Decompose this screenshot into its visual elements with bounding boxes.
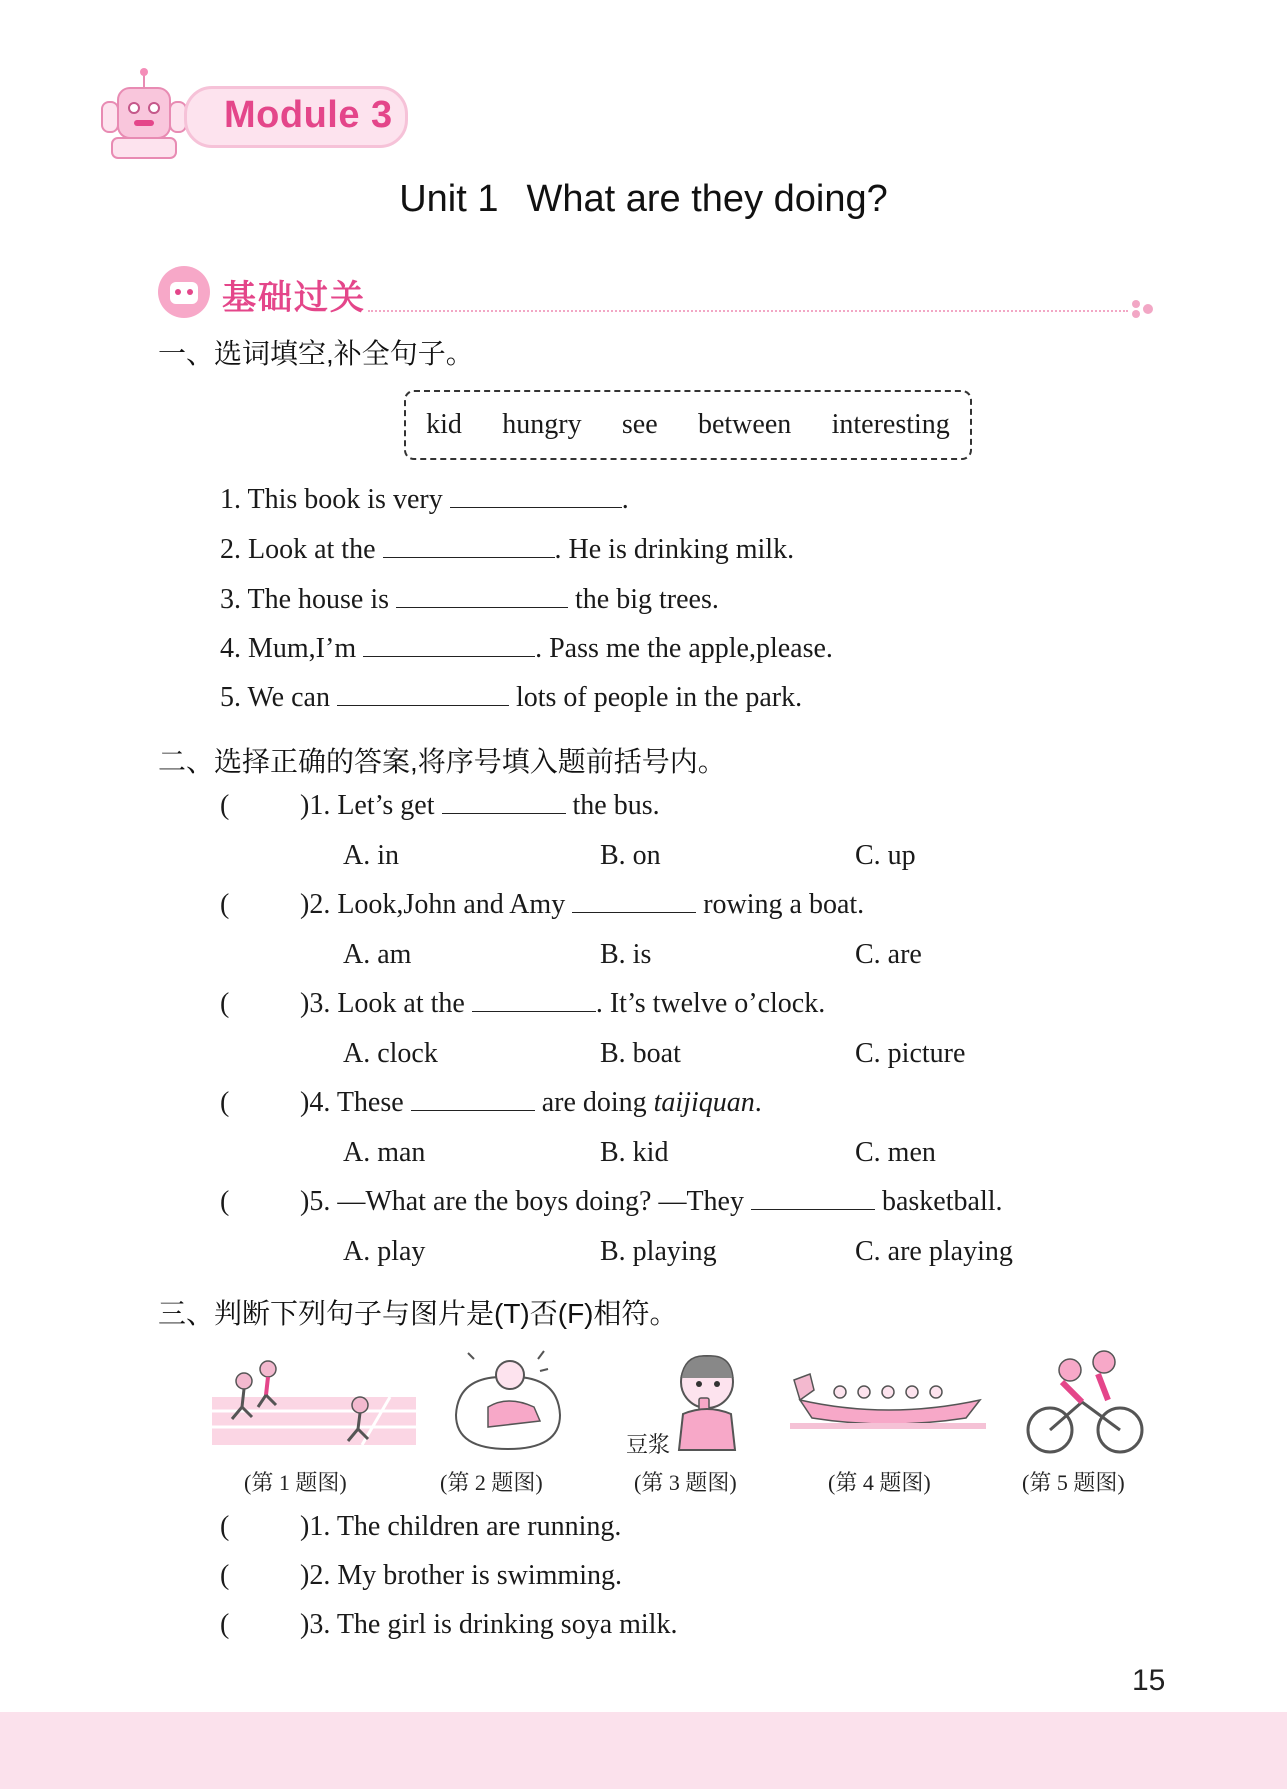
word-bank-item: between [697,409,792,440]
answer-bracket[interactable]: ( [220,790,230,821]
question-text: )2. Look,John and Amy [300,889,573,920]
question [300,889,864,921]
statement: )2. My brother is swimming. [300,1560,622,1591]
word-bank-item: see [621,409,658,440]
question-text: are doing [534,1087,654,1118]
statement: )3. The girl is drinking soya milk. [300,1609,678,1640]
answer-blank [411,1088,535,1111]
answer-blank [751,1187,875,1210]
answer-bracket[interactable]: ( [220,1560,230,1591]
module-label: Module 3 [224,94,393,136]
question-text: . It’s twelve o’clock. [595,988,826,1019]
option-b: B. boat [600,1038,681,1069]
fill-item-text: . [621,484,629,515]
question [300,1087,762,1119]
section-label: 基础过关 [222,279,366,317]
option-a: A. play [343,1236,426,1267]
word-bank [404,390,972,460]
unit-number: Unit 1 [399,178,499,220]
fill-item-text: 3. The house is [220,584,397,615]
question-text: )3. Look at the [300,988,472,1019]
answer-bracket[interactable]: ( [220,988,230,1019]
page-number: 15 [1132,1664,1166,1697]
question-text: the bus. [565,790,660,821]
section-header [158,262,1158,322]
fill-item-text: 5. We can [220,682,337,713]
answer-blank[interactable] [337,683,509,706]
picture-caption: (第 5 题图) [1022,1470,1125,1495]
answer-blank [442,791,566,814]
answer-blank[interactable] [383,535,555,558]
fill-item-text: 1. This book is very [220,484,450,515]
part1-heading: 一、选词填空,补全句子。 [158,338,474,369]
picture-caption: (第 3 题图) [634,1470,737,1495]
unit-title [0,178,1287,221]
option-c: C. picture [855,1038,966,1069]
option-c: C. up [855,840,916,871]
answer-bracket[interactable]: ( [220,1186,230,1217]
answer-bracket[interactable]: ( [220,889,230,920]
question [300,790,660,822]
answer-bracket[interactable]: ( [220,1609,230,1640]
answer-bracket[interactable]: ( [220,1087,230,1118]
word-bank-item: kid [426,409,462,440]
option-a: A. in [343,840,399,871]
option-a: A. man [343,1137,426,1168]
section-divider [368,310,1128,312]
question-text: . [754,1087,762,1118]
part2-heading: 二、选择正确的答案,将序号填入题前括号内。 [158,746,726,777]
answer-bracket[interactable]: ( [220,1511,230,1542]
option-b: B. is [600,939,652,970]
option-a: A. am [343,939,412,970]
word-bank-item: interesting [831,409,950,440]
fill-item [220,682,802,714]
part3-heading: 三、判断下列句子与图片是(T)否(F)相符。 [158,1298,678,1329]
fill-item-text: 4. Mum,I’m [220,633,364,664]
fill-item-text: 2. Look at the [220,534,383,565]
answer-blank [572,890,696,913]
robot-face-icon [158,266,210,318]
question-text: )4. These [300,1087,411,1118]
question-text: basketball. [874,1186,1003,1217]
soya-milk-label: 豆浆 [626,1432,671,1457]
cycling-picture [1020,1340,1156,1458]
question-text-italic: taijiquan [653,1087,755,1118]
question-text: )5. —What are the boys doing? —They [300,1186,751,1217]
picture-caption: (第 2 题图) [440,1470,543,1495]
option-b: B. kid [600,1137,669,1168]
option-c: C. men [855,1137,936,1168]
option-c: C. are playing [855,1236,1013,1267]
option-b: B. on [600,840,661,871]
picture-caption: (第 4 题图) [828,1470,931,1495]
fill-item [220,534,794,566]
module-badge [88,66,418,162]
picture-caption: (第 1 题图) [244,1470,347,1495]
question-text: )1. Let’s get [300,790,442,821]
question-text: rowing a boat. [696,889,865,920]
option-a: A. clock [343,1038,438,1069]
answer-blank[interactable] [396,585,568,608]
option-c: C. are [855,939,922,970]
sleeping-girl-picture [448,1345,568,1457]
fill-item-text: . Pass me the apple,please. [535,633,833,664]
question [300,988,825,1020]
answer-blank [472,989,596,1012]
fill-item-text: the big trees. [568,584,719,615]
running-children-picture [212,1355,416,1455]
fill-item [220,633,833,665]
answer-blank[interactable] [363,634,535,657]
question [300,1186,1003,1218]
footer-band [0,1712,1287,1789]
unit-subtitle: What are they doing? [526,178,888,220]
fill-item-text: . He is drinking milk. [554,534,795,565]
dots-decoration-icon [1130,298,1160,318]
fill-item [220,584,719,616]
fill-item [220,484,629,516]
girl-drinking-picture [665,1348,745,1452]
answer-blank[interactable] [450,485,622,508]
word-bank-item: hungry [502,409,582,440]
robot-mascot-icon [88,66,198,162]
dragon-boat-picture [790,1360,986,1436]
option-b: B. playing [600,1236,717,1267]
statement: )1. The children are running. [300,1511,622,1542]
fill-item-text: lots of people in the park. [508,682,803,713]
